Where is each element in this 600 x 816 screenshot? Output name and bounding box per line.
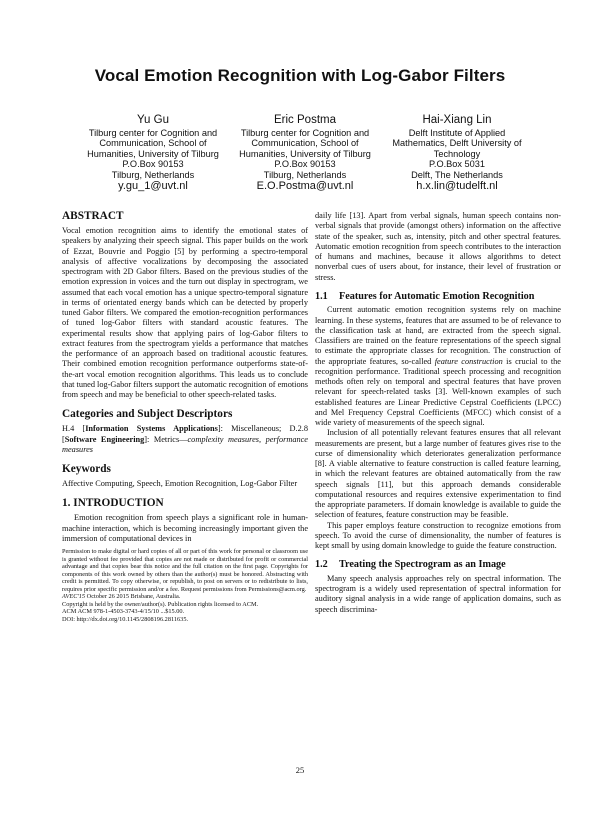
author-1 — [80, 114, 226, 193]
text-run: Current automatic emotion recognition systems rely on machine learning. In these systems, features that are assumed to be of relevance to the classification task at hand, are extracted from the speech signal. Classifiers are trained on the feature representations of the speech signal to estimate the appropriate classes for recognition. The construction of the appropriate features, so-called — [315, 305, 561, 366]
body-paragraph: Many speech analysis approaches rely on spectral information. The spectrogram is a widely used representation of spectral information for auditory signal analysis in a wide range of application domains, such as speech discrimina- — [315, 573, 561, 614]
body-paragraph: This paper employs feature construction to recognize emotions from speech. To avoid the curse of dimensionality, the number of features is kept small by using domain knowledge to guide the feature construction. — [315, 520, 561, 550]
author-email[interactable]: y.gu_1@uvt.nl — [118, 180, 188, 193]
emphasis: feature construction — [434, 356, 503, 366]
section-number: 1.1 — [315, 290, 328, 302]
page-number: 25 — [295, 765, 305, 775]
body-paragraph — [315, 305, 561, 428]
author-address: P.O.Box 5031 — [428, 159, 486, 170]
author-affiliation: Tilburg center for Cognition and Communication, School of Humanities, University of Tilburg — [87, 128, 219, 159]
left-column — [62, 210, 308, 623]
author-city: Tilburg, Netherlands — [263, 169, 347, 180]
permission-text: Permission to make digital or hard copies of all or part of this work for personal or classroom use is granted without fee provided that copies are not made or distributed for profit or commercial advantage and that copies bear this notice and the full citation on the first page. Copyrights for components of this work owned by others than the author(s) must be honored. Abstracting with credit is permitted. To copy otherwise, or republish, to post on servers or to redistribute to lists, requires prior specific permission and/or a fee. Request permissions from Permissions@acm.org. — [62, 548, 308, 593]
abstract-heading: ABSTRACT — [62, 210, 124, 222]
categories-heading: Categories and Subject Descriptors — [62, 408, 233, 421]
isbn-line: ACM ACM 978-1-4503-3743-4/15/10 ...$15.00. — [62, 608, 185, 616]
abstract-text: Vocal emotion recognition aims to identify the emotional states of speakers by analyzing their speech signal. This paper builds on the work of Ezzat, Bouvrie and Poggio [5] by performing a spectro-temporal analysis of affective vocalizations by decomposing the associated spectrogram with 2D Gabor filters. Based on the previous studies of the emotion expression in voices and the turn out display in spectrogram, we assumed that each vocal emotion has a unique spectro-temporal signature in terms of orientated energy bands which can be detected by properly tuned Gabor filters. We compared the emotion-recognition performances of tuned log-Gabor filters with standard acoustic features. The experimental results show that applying pairs of log-Gabor filters to extract features from the spectrogram yields a performance that matches the performance of an approach based on traditional acoustic features. Their combined emotion recognition performance outperforms state-of-the-art vocal emotion recognition algorithms. This leads us to conclude that tuned log-Gabor filters support the automatic recognition of emotions from speech and may be beneficial to other speech-related tasks. — [62, 226, 308, 399]
right-column — [315, 211, 561, 615]
section-title: Treating the Spectrogram as an Image — [339, 559, 506, 571]
author-3 — [384, 114, 530, 193]
author-affiliation: Delft Institute of Applied Mathematics, Delft University of Technology — [392, 128, 522, 159]
venue-line — [62, 593, 308, 601]
paper-title: Vocal Emotion Recognition with Log-Gabor Filters — [94, 66, 506, 85]
intro-continued: daily life [13]. Apart from verbal signals, human speech contains non-verbal signals that provide (amongst others) information on the affective state of the speaker, such as, intensity, pitch and other spectral features. Automatic emotion recognition from speech contributes to the interaction of humans and machines, because it allows algorithms to detect nonverbal cues of users about, for instance, their level of frustration or stress. — [315, 211, 561, 282]
author-city: Delft, The Netherlands — [411, 169, 503, 180]
category-italic: complexity measures, performance measures — [62, 434, 308, 454]
doi-line[interactable]: DOI: http://dx.doi.org/10.1145/2808196.2811635. — [62, 615, 189, 623]
category-bold: Software Engineering — [64, 434, 145, 444]
author-affiliation: Tilburg center for Cognition and Communication, School of Humanities, University of Tilburg — [239, 128, 371, 159]
permission-notice — [62, 548, 308, 623]
author-name: Eric Postma — [274, 114, 336, 126]
author-address: P.O.Box 90153 — [274, 159, 336, 170]
author-2 — [232, 114, 378, 193]
text-run: is crucial to the recognition performance. Traditional speech processing and recognition methods often rely on temporal and spectral features that have proven relevant for speech-related tasks [3]. Well-known examples of such established features are Linear Predictive Cepstral Coefficients (LPCC) and Mel Frequency Cepstral Coefficients (MFCC) which consist of a wide variety of measurements of the speech signal. — [315, 356, 561, 427]
copyright-line: Copyright is held by the owner/author(s). Publication rights licensed to ACM. — [62, 600, 259, 608]
section-number: 1.2 — [315, 559, 328, 571]
venue-details: October 26 2015 Brisbane, Australia. — [85, 593, 181, 601]
author-address: P.O.Box 90153 — [122, 159, 184, 170]
category-code: H.4 [ — [62, 424, 86, 434]
keywords-text: Affective Computing, Speech, Emotion Recognition, Log-Gabor Filter — [62, 479, 298, 488]
author-block — [80, 114, 530, 193]
body-paragraph: Inclusion of all potentially relevant features ensures that all relevant measurements are present, but a large number of features gives rise to the curse of dimensionality which deteriorates generalization performance [8]. A viable alternative to feature construction is called feature learning, in which the relevant features are obtained automatically from the raw speech signals [11], but this approach demands considerable computational resources and requires extensive experimentation to find the appropriate parameters. If domain knowledge is available to guide the selection of features, feature construction may be feasible. — [315, 428, 561, 520]
venue-name: AVEC'15 — [62, 593, 86, 601]
category-rest: ]: Metrics— — [144, 434, 188, 444]
introduction-text: Emotion recognition from speech plays a significant role in human-machine interaction, which is becoming increasingly important given the immersion of computational devices in — [62, 513, 308, 543]
section-title: Features for Automatic Emotion Recognition — [339, 290, 535, 302]
category-bold: Information Systems Applications — [85, 424, 218, 434]
author-name: Hai-Xiang Lin — [422, 114, 492, 126]
introduction-heading: 1. INTRODUCTION — [62, 497, 164, 510]
category-rest: ]: Miscellaneous; D.2.8 [ — [62, 424, 308, 444]
section-heading — [315, 291, 561, 303]
author-city: Tilburg, Netherlands — [111, 169, 195, 180]
categories-text — [62, 424, 308, 455]
author-email[interactable]: E.O.Postma@uvt.nl — [256, 180, 354, 193]
author-email[interactable]: h.x.lin@tudelft.nl — [416, 180, 498, 193]
author-name: Yu Gu — [137, 114, 169, 126]
section-heading — [315, 559, 561, 571]
keywords-heading: Keywords — [62, 463, 111, 475]
